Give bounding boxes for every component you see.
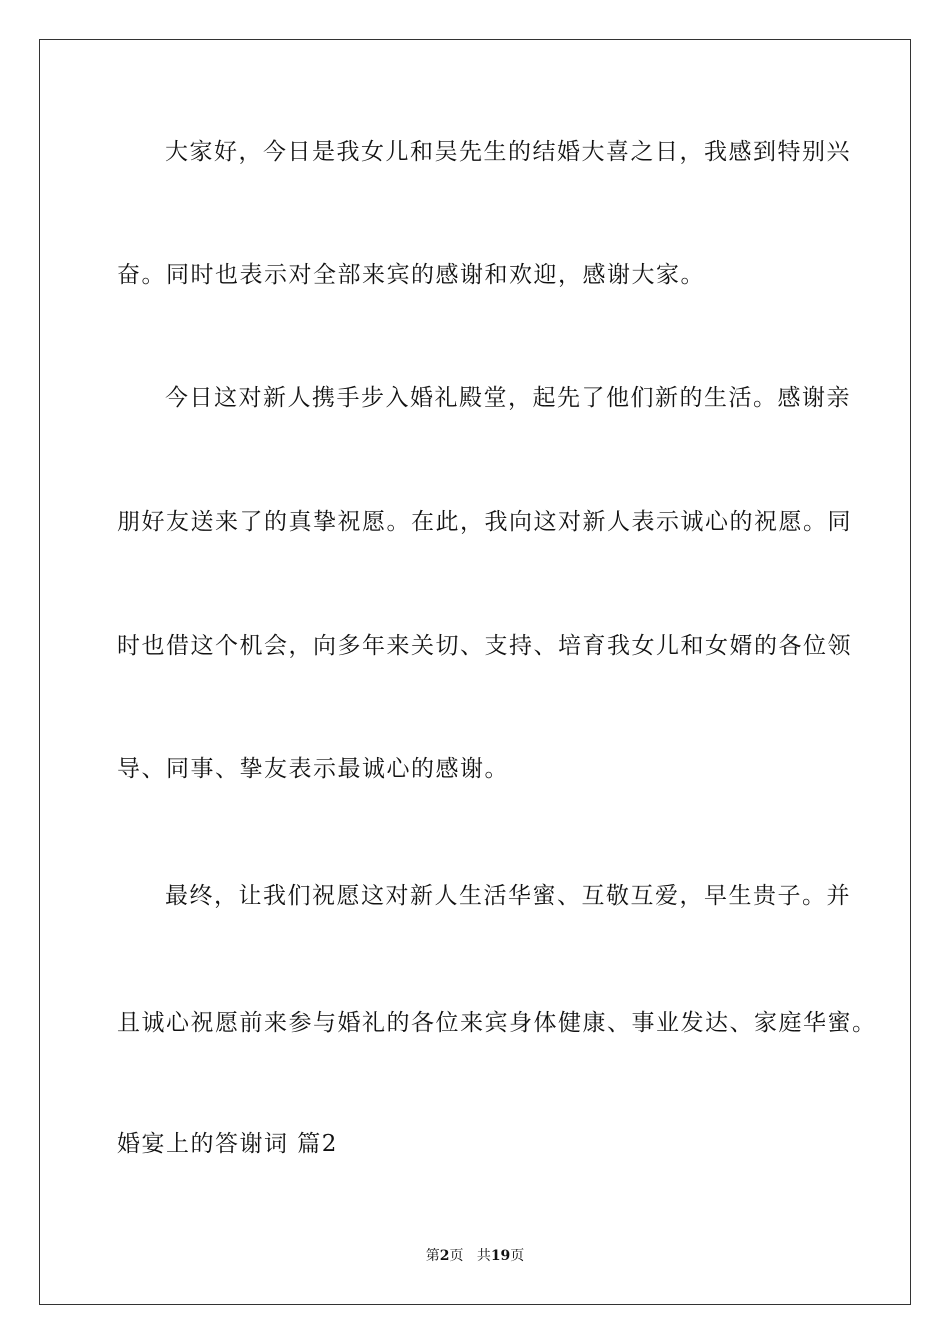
paragraph-1-line-1: 大家好，今日是我女儿和吴先生的结婚大喜之日，我感到特别兴 — [165, 139, 851, 165]
footer-current-page: 2 — [439, 1248, 450, 1264]
paragraph-2-line-3: 时也借这个机会，向多年来关切、支持、培育我女儿和女婿的各位领 — [117, 633, 852, 659]
footer-page-suffix: 页 — [449, 1248, 464, 1264]
footer-total-pages: 19 — [490, 1248, 511, 1264]
footer-total-prefix: 共 — [476, 1248, 491, 1264]
paragraph-3-line-1: 最终，让我们祝愿这对新人生活华蜜、互敬互爱，早生贵子。并 — [165, 883, 851, 909]
page-border — [39, 39, 911, 1305]
section-heading: 婚宴上的答谢词 篇2 — [117, 1131, 338, 1157]
footer-total-suffix: 页 — [510, 1248, 525, 1264]
paragraph-2-line-1: 今日这对新人携手步入婚礼殿堂，起先了他们新的生活。感谢亲 — [165, 385, 851, 411]
footer-page-prefix: 第 — [425, 1248, 440, 1264]
paragraph-2-line-4: 导、同事、挚友表示最诚心的感谢。 — [117, 756, 509, 782]
paragraph-3-line-2: 且诚心祝愿前来参与婚礼的各位来宾身体健康、事业发达、家庭华蜜。 — [117, 1010, 877, 1036]
page-footer — [0, 1247, 950, 1265]
paragraph-1-line-2: 奋。同时也表示对全部来宾的感谢和欢迎，感谢大家。 — [117, 262, 705, 288]
paragraph-2-line-2: 朋好友送来了的真挚祝愿。在此，我向这对新人表示诚心的祝愿。同 — [117, 509, 852, 535]
